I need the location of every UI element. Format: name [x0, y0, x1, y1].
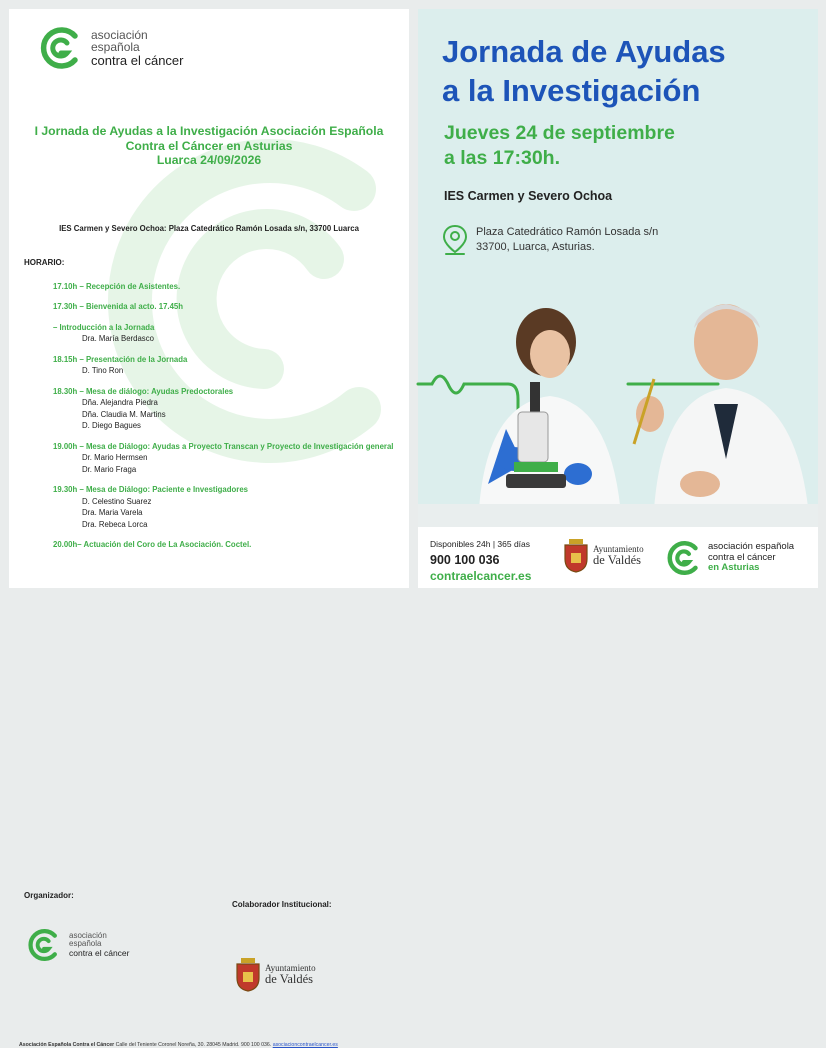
ayuntamiento-logo [235, 958, 635, 992]
schedule-item [53, 322, 398, 345]
venue-line: IES Carmen y Severo Ochoa: Plaza Catedrático Ramón Losada s/n, 33700 Luarca [59, 223, 359, 233]
schedule-speaker: D. Diego Bagues [82, 421, 141, 431]
coat-of-arms-icon [235, 958, 261, 992]
poster-venue: IES Carmen y Severo Ochoa [444, 189, 613, 203]
footer-org: Asociación Española Contra el Cáncer [19, 1041, 115, 1048]
aecc-logo-text [91, 29, 184, 68]
schedule-time: 18.30h – Mesa de diálogo: Ayudas Predoctorales [53, 386, 234, 396]
schedule-time: 17.30h – Bienvenida al acto. 17.45h [53, 302, 184, 312]
logo-line: contra el cáncer [91, 52, 184, 68]
poster-address [476, 225, 658, 255]
poster-date [444, 121, 675, 171]
schedule-speaker: Dña. Claudia M. Martins [82, 409, 166, 419]
event-title-line: Luarca 24/09/2026 [156, 153, 262, 168]
website-link[interactable]: contraelcancer.es [430, 569, 532, 583]
schedule-item [53, 281, 398, 293]
aecc-logo-icon [666, 540, 702, 576]
poster-panel [418, 9, 818, 588]
logo-line: española [91, 40, 140, 55]
aecc-line: en Asturias [708, 562, 760, 574]
schedule-item [53, 354, 398, 377]
schedule-time: 19.30h – Mesa de Diálogo: Paciente e Investigadores [53, 485, 248, 495]
event-title [17, 124, 401, 168]
footer-link[interactable]: asociacioncontraelcancer.es [272, 1041, 338, 1048]
schedule-time: 18.15h – Presentación de la Jornada [53, 354, 188, 364]
ayuntamiento-line: de Valdés [593, 553, 642, 568]
aecc-logo-icon [39, 26, 83, 70]
schedule-speaker: Dra. Maria Varela [82, 508, 143, 518]
poster-title-line: a la Investigación [442, 72, 701, 108]
schedule-item [53, 441, 398, 476]
aecc-logo [39, 26, 439, 70]
schedule-speaker: D. Celestino Suarez [82, 496, 152, 506]
schedule-speaker: Dña. Alejandra Piedra [82, 398, 158, 408]
scientists-photo [418, 284, 818, 527]
ayuntamiento-line: Ayuntamiento [593, 543, 644, 554]
event-title-line: I Jornada de Ayudas a la Investigación Asociación Española [34, 124, 384, 138]
poster-address-line: Plaza Catedrático Ramón Losada s/n [476, 226, 659, 238]
footer-address [19, 1042, 419, 1048]
aecc-asturias-text [708, 542, 794, 574]
schedule-speaker: Dr. Mario Fraga [82, 464, 137, 474]
poster-address-line: 33700, Luarca, Asturias. [476, 240, 595, 253]
aecc-line: contra el cáncer [708, 551, 776, 563]
aecc-asturias-logo [666, 540, 794, 576]
aecc-logo-icon [27, 928, 61, 962]
poster-title [442, 33, 726, 111]
schedule-speaker: Dr. Mario Hermsen [82, 453, 148, 463]
schedule-item [53, 301, 398, 313]
aecc-line: asociación española [708, 541, 795, 553]
ayuntamiento-line: de Valdés [265, 972, 314, 987]
ayuntamiento-logo [563, 539, 644, 573]
contact-footer [418, 527, 818, 588]
schedule-time: 17.10h – Recepción de Asistentes. [53, 281, 181, 291]
aecc-logo-text [69, 932, 129, 958]
schedule-item [53, 539, 398, 551]
logo-line: asociación [69, 931, 107, 941]
event-title-line: Contra el Cáncer en Asturias [125, 138, 293, 153]
schedule-time: – Introducción a la Jornada [53, 322, 155, 332]
poster-date-line: a las 17:30h. [444, 146, 560, 169]
phone-number[interactable]: 900 100 036 [430, 553, 500, 567]
footer-address-text: Calle del Teniente Coronel Noreña, 30. 28045 Madrid. 900 100 036. [115, 1041, 272, 1048]
ayuntamiento-text [265, 964, 316, 987]
schedule-time: 20.00h– Actuación del Coro de La Asociación. Coctel. [53, 540, 252, 550]
schedule-list [53, 281, 398, 551]
schedule-item [53, 386, 398, 432]
location-pin-icon [442, 224, 468, 256]
logo-line: asociación [91, 27, 148, 42]
schedule-time: 19.00h – Mesa de Diálogo: Ayudas a Proyecto Transcan y Proyecto de Investigación general [53, 441, 394, 451]
poster-date-line: Jueves 24 de septiembre [444, 122, 675, 144]
collaborator-label: Colaborador Institucional: [232, 899, 332, 909]
coat-of-arms-icon [563, 539, 589, 573]
ayuntamiento-line: Ayuntamiento [265, 962, 316, 973]
program-panel [9, 9, 409, 1048]
organizer-label: Organizador: [24, 890, 74, 900]
organizer-logo [27, 928, 427, 962]
logo-line: contra el cáncer [69, 947, 130, 958]
schedule-speaker: D. Tino Ron [82, 366, 124, 376]
schedule-heading: HORARIO: [24, 257, 65, 267]
poster-title-line: Jornada de Ayudas [442, 34, 726, 69]
schedule-item [53, 484, 398, 530]
ayuntamiento-text [593, 545, 644, 568]
availability-text: Disponibles 24h | 365 días [430, 539, 531, 549]
logo-line: española [69, 939, 102, 949]
schedule-speaker: Dra. María Berdasco [82, 334, 154, 344]
schedule-speaker: Dra. Rebeca Lorca [82, 519, 148, 529]
